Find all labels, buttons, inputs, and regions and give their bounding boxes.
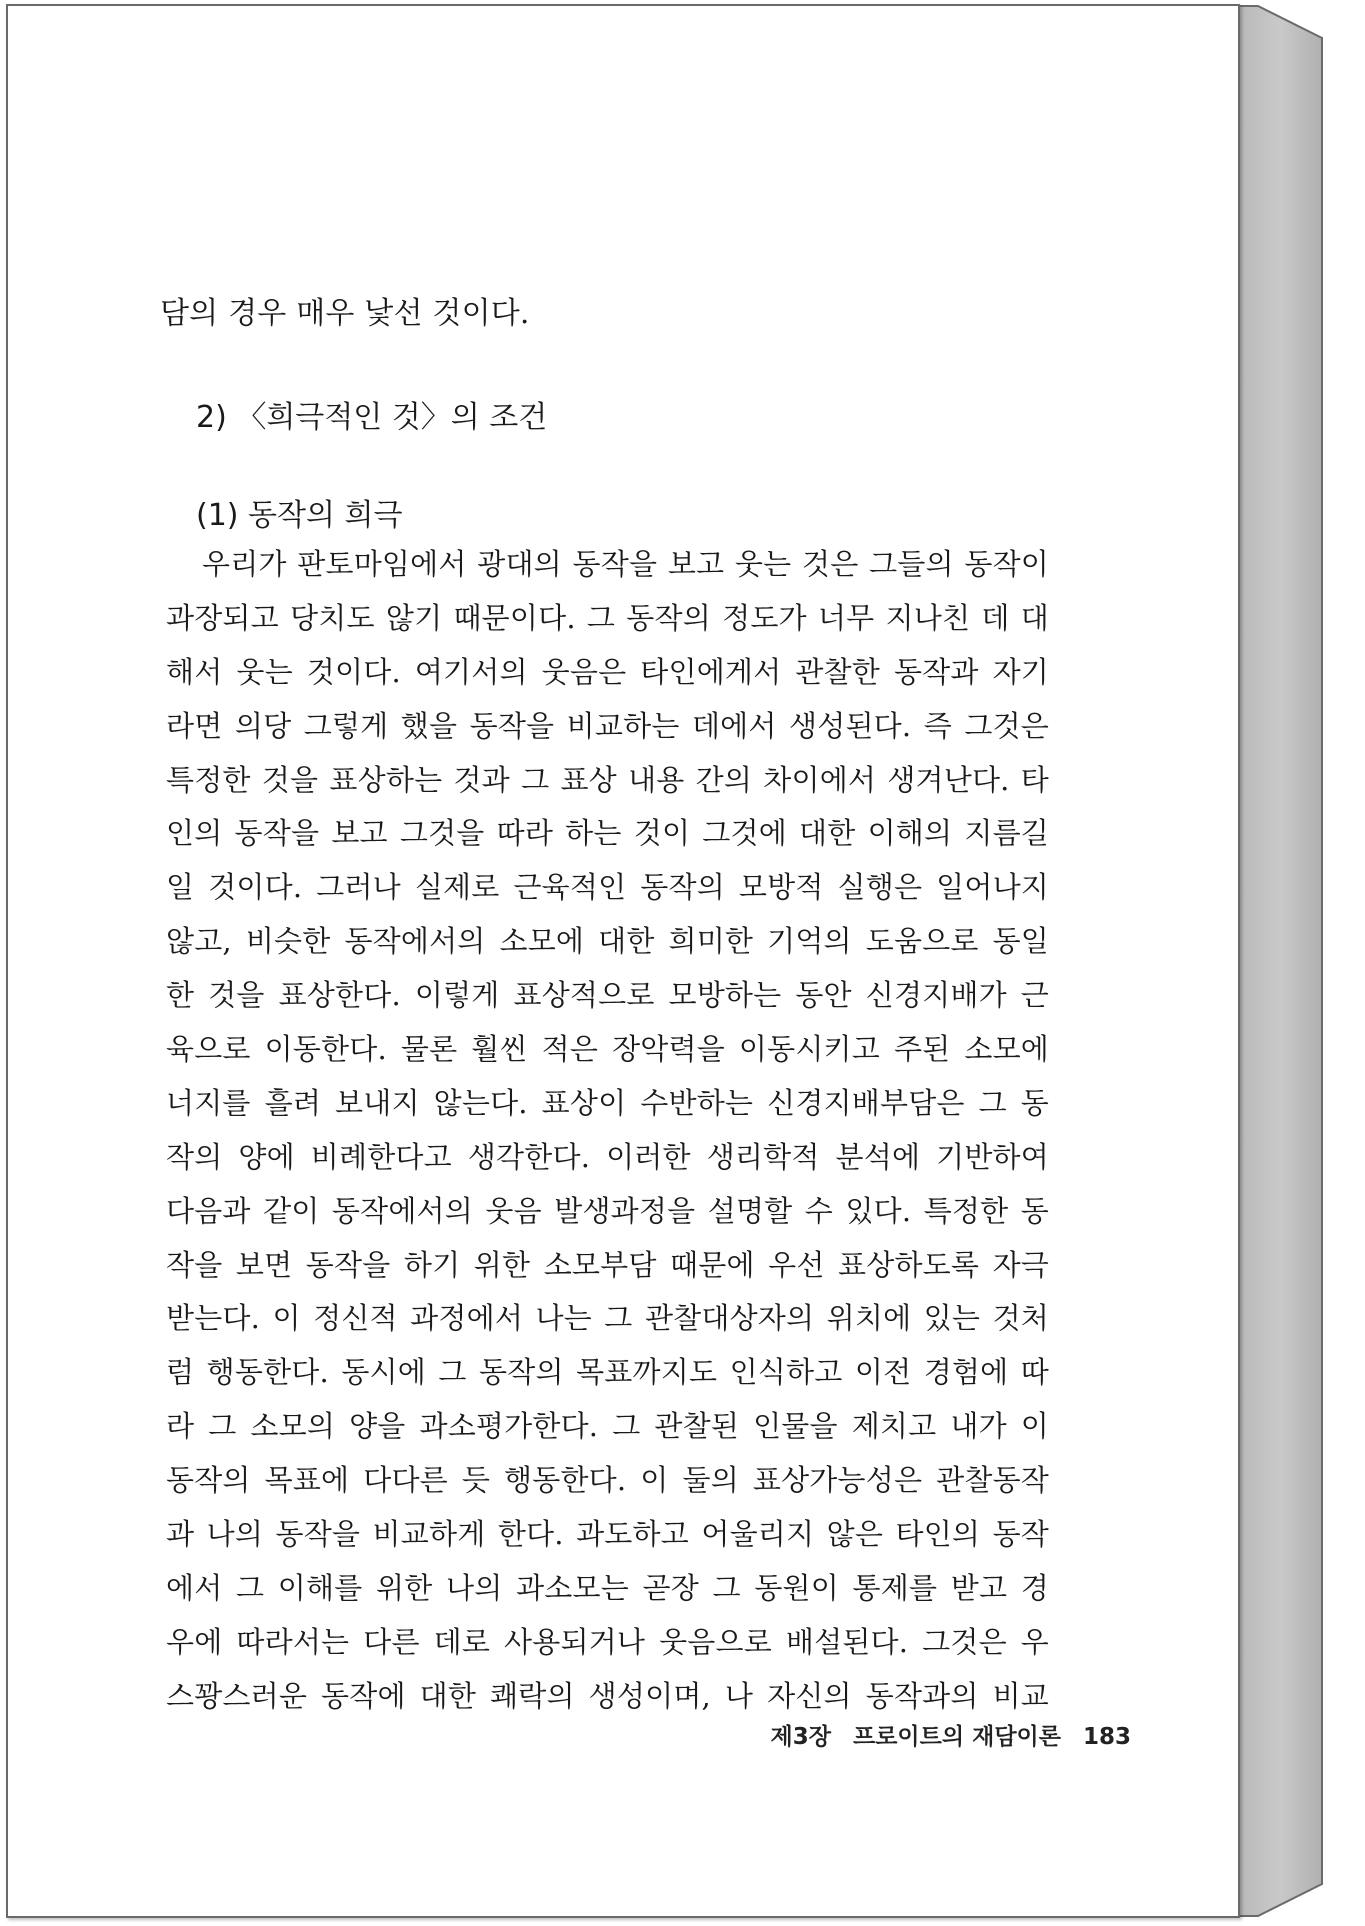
paragraph-line: 동작의 목표에 다다른 듯 행동한다. 이 둘의 표상가능성은 관찰동작 (166, 1463, 1049, 1498)
chapter-title: 프로이트의 재담이론 (853, 1724, 1061, 1750)
paragraph-line: 우에 따라서는 다른 데로 사용되거나 웃음으로 배설된다. 그것은 우 (166, 1624, 1049, 1659)
paragraph-line: 에서 그 이해를 위한 나의 과소모는 곧장 그 동원이 통제를 받고 경 (166, 1570, 1049, 1605)
chapter-label: 제3장 (770, 1724, 831, 1750)
opening-line: 담의 경우 매우 낯선 것이다. (160, 296, 530, 331)
book-thickness-shape (1238, 4, 1330, 1918)
paragraph-line: 특정한 것을 표상하는 것과 그 표상 내용 간의 차이에서 생겨난다. 타 (166, 762, 1049, 797)
paragraph-line: 육으로 이동한다. 물론 훨씬 적은 장악력을 이동시키고 주된 소모에 (166, 1032, 1049, 1067)
paragraph (166, 538, 1049, 1724)
paragraph-line: 작의 양에 비례한다고 생각한다. 이러한 생리학적 분석에 기반하여 (166, 1139, 1049, 1174)
paragraph-line: 해서 웃는 것이다. 여기서의 웃음은 타인에게서 관찰한 동작과 자기 (166, 654, 1049, 689)
section-heading: 2) 〈희극적인 것〉의 조건 (196, 400, 548, 435)
paragraph-line: 받는다. 이 정신적 과정에서 나는 그 관찰대상자의 위치에 있는 것처 (166, 1301, 1049, 1336)
page-footer (771, 1718, 1131, 1751)
paragraph-line: 라 그 소모의 양을 과소평가한다. 그 관찰된 인물을 제치고 내가 이 (166, 1409, 1049, 1444)
book-side-edge (1238, 4, 1330, 1918)
paragraph-line: 라면 의당 그렇게 했을 동작을 비교하는 데에서 생성된다. 즉 그것은 (166, 708, 1049, 743)
paragraph-line: 과 나의 동작을 비교하게 한다. 과도하고 어울리지 않은 타인의 동작 (166, 1517, 1049, 1552)
paragraph-line: 한 것을 표상한다. 이렇게 표상적으로 모방하는 동안 신경지배가 근 (166, 978, 1049, 1013)
paragraph-line: 인의 동작을 보고 그것을 따라 하는 것이 그것에 대한 이해의 지름길 (166, 816, 1049, 851)
paragraph-line: 작을 보면 동작을 하기 위한 소모부담 때문에 우선 표상하도록 자극 (166, 1247, 1049, 1282)
paragraph-line: 일 것이다. 그러나 실제로 근육적인 동작의 모방적 실행은 일어나지 (166, 870, 1049, 905)
paragraph-line: 우리가 판토마임에서 광대의 동작을 보고 웃는 것은 그들의 동작이 (202, 547, 1049, 581)
paragraph-line: 않고, 비슷한 동작에서의 소모에 대한 희미한 기억의 도움으로 동일 (166, 924, 1049, 959)
opening-text (160, 288, 1060, 339)
paragraph-line: 과장되고 당치도 않기 때문이다. 그 동작의 정도가 너무 지나친 데 대 (166, 600, 1049, 635)
paragraph-line: 스꽝스러운 동작에 대한 쾌락의 생성이며, 나 자신의 동작과의 비교 (166, 1678, 1049, 1713)
paragraph-line: 럼 행동한다. 동시에 그 동작의 목표까지도 인식하고 이전 경험에 따 (166, 1355, 1049, 1390)
page-number: 183 (1082, 1724, 1131, 1750)
paragraph-line: 너지를 흘려 보내지 않는다. 표상이 수반하는 신경지배부담은 그 동 (166, 1085, 1049, 1120)
subsection-heading: (1) 동작의 희극 (196, 498, 403, 533)
paragraph-line: 다음과 같이 동작에서의 웃음 발생과정을 설명할 수 있다. 특정한 동 (166, 1193, 1049, 1228)
